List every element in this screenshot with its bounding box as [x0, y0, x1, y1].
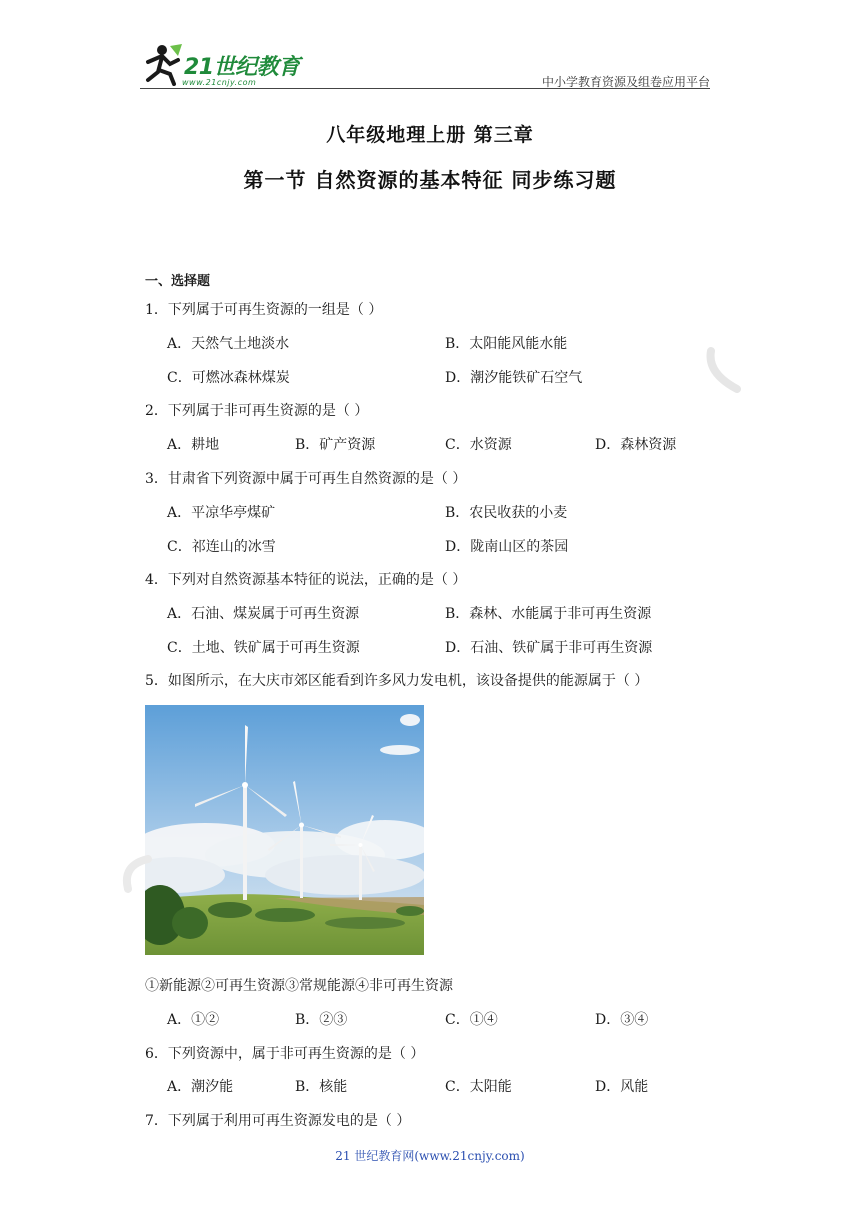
- logo: [140, 42, 310, 90]
- option-1b: B．太阳能风能水能: [445, 336, 568, 352]
- option-5a: A．①②: [167, 1012, 220, 1028]
- runner-logo-icon: [140, 42, 184, 86]
- logo-url: www.21cnjy.com: [182, 78, 257, 87]
- option-4c: C．土地、铁矿属于可再生资源: [167, 640, 360, 656]
- option-3c: C．祁连山的冰雪: [167, 539, 276, 555]
- option-5c: C．①④: [445, 1012, 498, 1028]
- logo-text: 21世纪教育: [184, 55, 300, 80]
- option-3a: A．平凉华亭煤矿: [167, 505, 276, 521]
- option-6d: D．风能: [595, 1079, 649, 1095]
- question-5-sub: ①新能源②可再生资源③常规能源④非可再生资源: [145, 978, 453, 994]
- section-heading: 一、选择题: [145, 274, 211, 289]
- page-header: [140, 42, 710, 92]
- option-1a: A．天然气土地淡水: [167, 336, 290, 352]
- question-4: 4．下列对自然资源基本特征的说法，正确的是（ ）: [145, 572, 467, 588]
- option-2b: B．矿产资源: [295, 437, 376, 453]
- option-6c: C．太阳能: [445, 1079, 512, 1095]
- question-2: 2．下列属于非可再生资源的是（ ）: [145, 403, 369, 419]
- question-6: 6．下列资源中，属于非可再生资源的是（ ）: [145, 1046, 425, 1062]
- option-2a: A．耕地: [167, 437, 220, 453]
- option-6b: B．核能: [295, 1079, 348, 1095]
- site-name: 中小学教育资源及组卷应用平台: [541, 75, 710, 89]
- page-subtitle: 第一节 自然资源的基本特征 同步练习题: [243, 168, 617, 192]
- question-7: 7．下列属于利用可再生资源发电的是（ ）: [145, 1113, 411, 1129]
- page-footer: 21 世纪教育网(www.21cnjy.com): [335, 1149, 525, 1163]
- page-title: 八年级地理上册 第三章: [326, 124, 534, 146]
- watermark-arc-icon: [705, 345, 745, 395]
- option-2c: C．水资源: [445, 437, 512, 453]
- option-4a: A．石油、煤炭属于可再生资源: [167, 606, 360, 622]
- wind-turbine-photo: [145, 705, 424, 955]
- header-rule: [140, 88, 710, 89]
- option-6a: A．潮汐能: [167, 1079, 234, 1095]
- option-5d: D．③④: [595, 1012, 649, 1028]
- option-2d: D．森林资源: [595, 437, 677, 453]
- option-3d: D．陇南山区的茶园: [445, 539, 569, 555]
- question-3: 3．甘肃省下列资源中属于可再生自然资源的是（ ）: [145, 471, 467, 487]
- option-1c: C．可燃冰森林煤炭: [167, 370, 290, 386]
- watermark-arc-icon: [118, 855, 158, 895]
- question-5: 5．如图所示，在大庆市郊区能看到许多风力发电机，该设备提供的能源属于（ ）: [145, 673, 649, 689]
- option-4b: B．森林、水能属于非可再生资源: [445, 606, 652, 622]
- option-1d: D．潮汐能铁矿石空气: [445, 370, 583, 386]
- option-4d: D．石油、铁矿属于非可再生资源: [445, 640, 653, 656]
- option-5b: B．②③: [295, 1012, 348, 1028]
- option-3b: B．农民收获的小麦: [445, 505, 568, 521]
- question-1: 1．下列属于可再生资源的一组是（ ）: [145, 302, 383, 318]
